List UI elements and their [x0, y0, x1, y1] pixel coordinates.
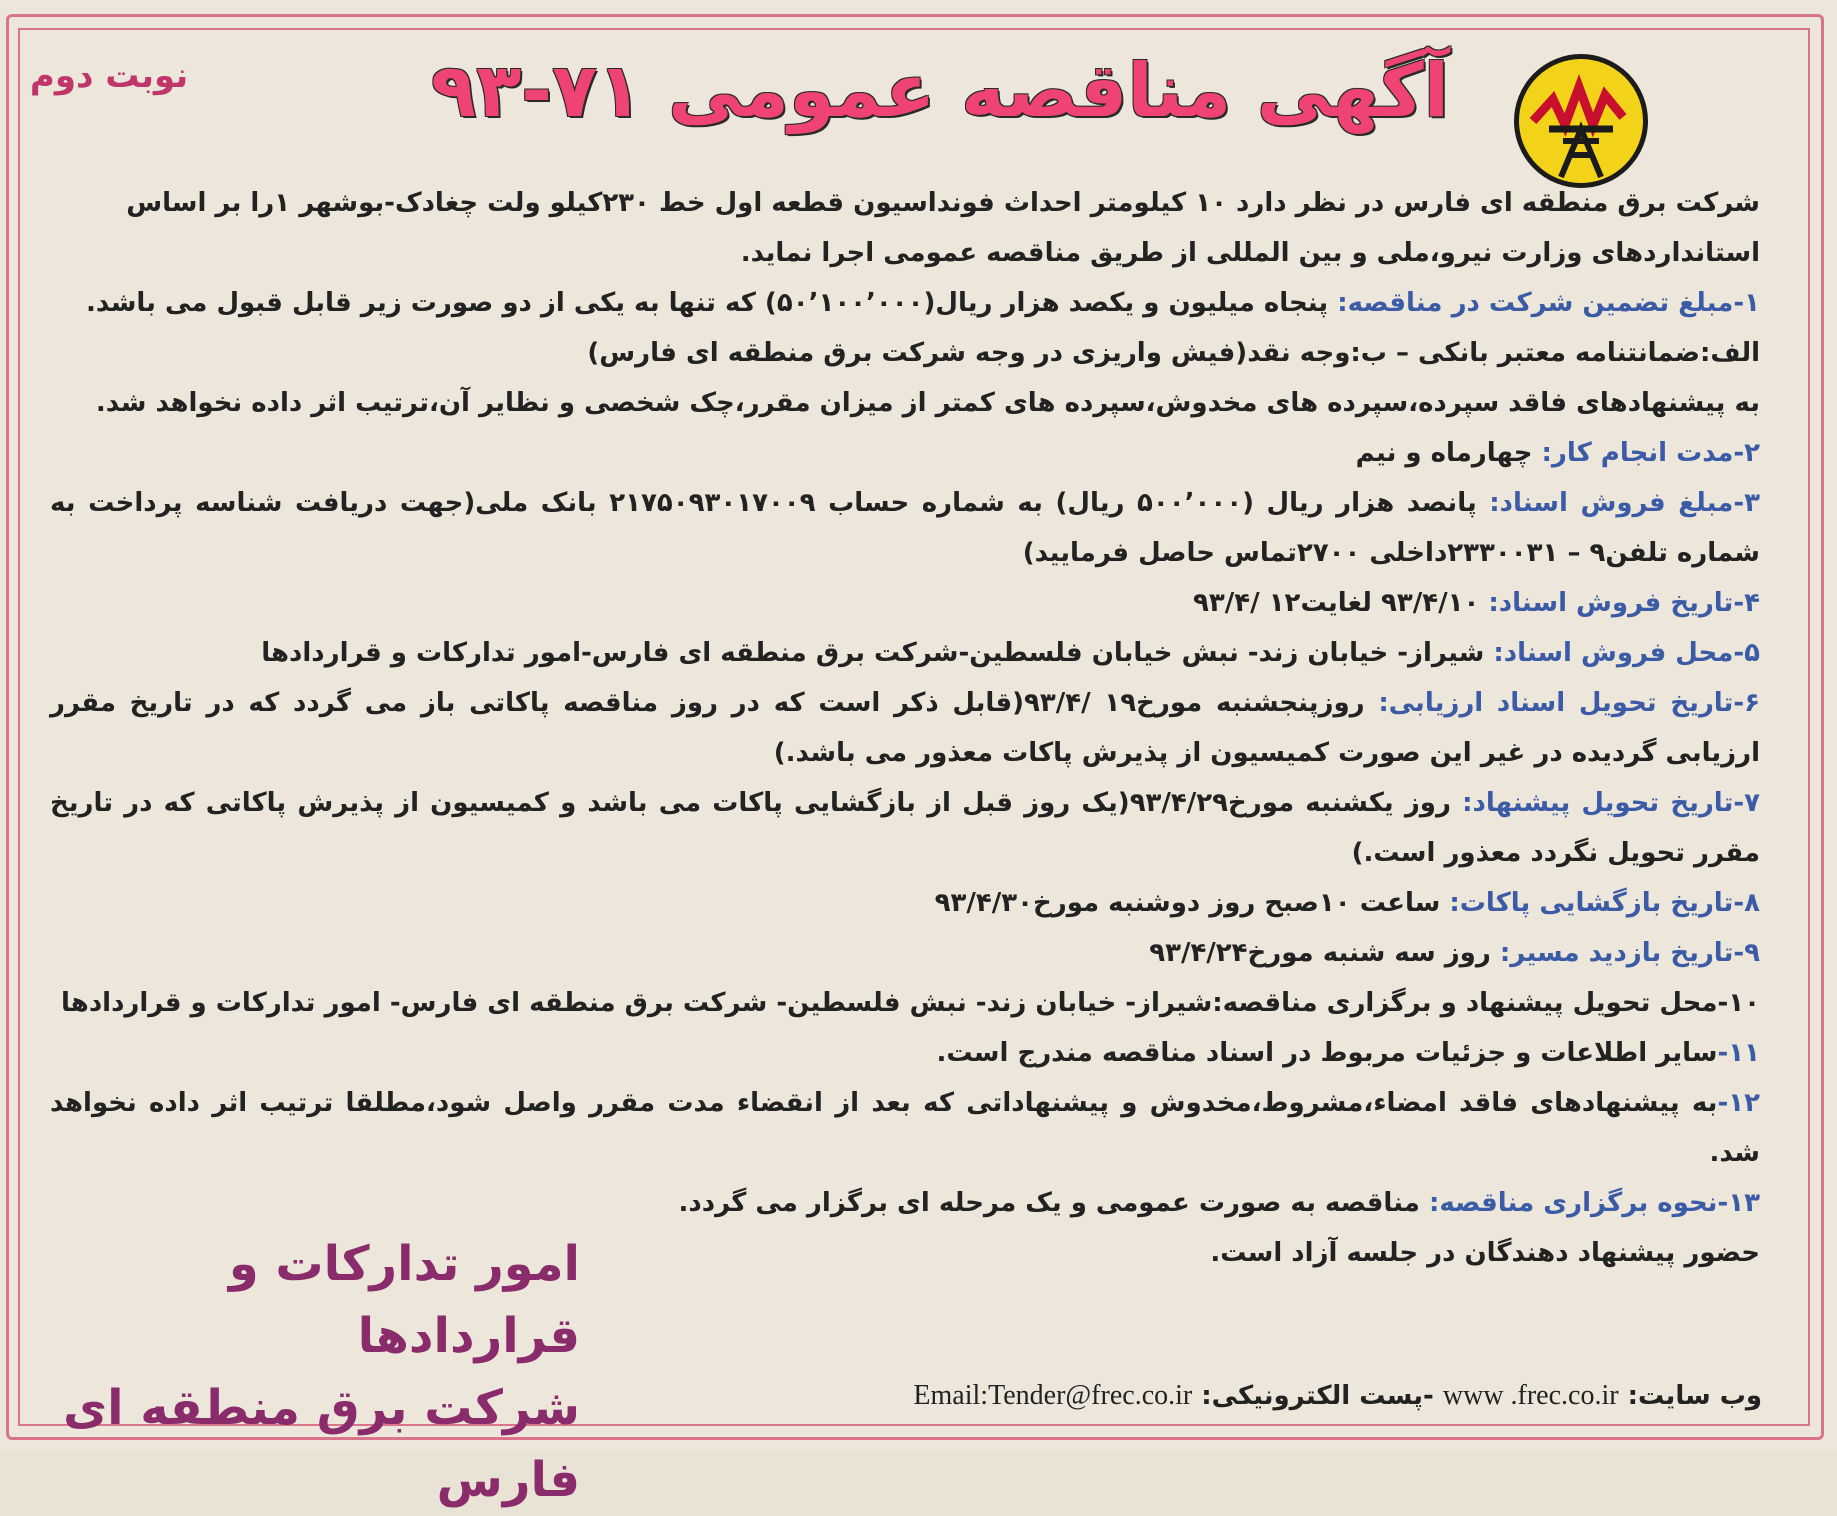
- intro-line-1: شرکت برق منطقه ای فارس در نظر دارد ۱۰ کیلومتر احداث فونداسیون قطعه اول خط ۲۳۰کیلو ولت چغادک-بوشهر ۱را بر اساس: [126, 188, 1760, 218]
- signature-department: امور تدارکات و قراردادها: [228, 1236, 580, 1364]
- item-text: ساعت ۱۰صبح روز دوشنبه مورخ۹۳/۴/۳۰: [934, 888, 1441, 918]
- item-11: [50, 1028, 1760, 1078]
- item-label: ۸-تاریخ بازگشایی پاکات:: [1449, 888, 1760, 918]
- item-label: ۱۰-محل تحویل پیشنهاد و برگزاری مناقصه:: [1212, 988, 1760, 1018]
- email-link[interactable]: Email:Tender@frec.co.ir: [913, 1380, 1193, 1411]
- item-label: ۷-تاریخ تحویل پیشنهاد:: [1462, 788, 1761, 818]
- round-label: نوبت دوم: [29, 56, 189, 96]
- item-label: ۲-مدت انجام کار:: [1541, 438, 1760, 468]
- signature-company: شرکت برق منطقه ای فارس: [63, 1380, 580, 1508]
- item-text: شیراز- خیابان زند- نبش فلسطین- شرکت برق منطقه ای فارس- امور تدارکات و قراردادها: [61, 988, 1213, 1018]
- signature-block: [40, 1228, 580, 1516]
- item-text: مناقصه به صورت عمومی و یک مرحله ای برگزار می گردد.: [678, 1188, 1420, 1218]
- item-5: [50, 628, 1760, 678]
- email-label: -پست الکترونیکی:: [1201, 1381, 1434, 1411]
- item-13: [50, 1178, 1760, 1228]
- item-text: الف:ضمانتنامه معتبر بانکی – ب:وجه نقد(فیش واریزی در وجه شرکت برق منطقه ای فارس): [587, 338, 1760, 368]
- item-3: [50, 478, 1760, 578]
- website-link[interactable]: www .frec.co.ir: [1442, 1380, 1619, 1411]
- tender-body: [50, 178, 1760, 1278]
- item-text: روزپنجشنبه مورخ۱۹ /۹۳/۴(قابل ذکر است که در روز مناقصه پاکاتی باز می گردد که در تاریخ مقرر ارزیابی گردیده در غیر این صورت کمیسیون از پذیرش پاکات معذور می باشد.): [50, 688, 1760, 768]
- item-7: [50, 778, 1760, 878]
- intro-line-2: استانداردهای وزارت نیرو،ملی و بین المللی از طریق مناقصه عمومی اجرا نماید.: [740, 238, 1760, 268]
- item-label: ۱۱-: [1717, 1038, 1760, 1068]
- item-label: ۱۳-نحوه برگزاری مناقصه:: [1428, 1188, 1760, 1218]
- item-text: روز سه شنبه مورخ۹۳/۴/۲۴: [1149, 938, 1491, 968]
- website-label: وب سایت:: [1627, 1381, 1762, 1411]
- item-label: ۱۲-: [1717, 1088, 1760, 1118]
- item-text: حضور پیشنهاد دهندگان در جلسه آزاد است.: [1210, 1238, 1760, 1268]
- item-text: روز یکشنبه مورخ۹۳/۴/۲۹(یک روز قبل از بازگشایی پاکات می باشد و کمیسیون از پذیرش پاکاتی که در تاریخ مقرر تحویل نگردد معذور است.): [50, 788, 1760, 868]
- item-text: سایر اطلاعات و جزئیات مربوط در اسناد مناقصه مندرج است.: [936, 1038, 1718, 1068]
- logo-graphic: [1519, 59, 1643, 183]
- item-label: ۵-محل فروش اسناد:: [1493, 638, 1760, 668]
- item-label: ۱-مبلغ تضمین شرکت در مناقصه:: [1337, 288, 1760, 318]
- item-text: شیراز- خیابان زند- نبش خیابان فلسطین-شرکت برق منطقه ای فارس-امور تدارکات و قراردادها: [261, 638, 1485, 668]
- item-text: چهارماه و نیم: [1355, 438, 1533, 468]
- item-1: [50, 278, 1760, 328]
- item-label: ۶-تاریخ تحویل اسناد ارزیابی:: [1378, 688, 1760, 718]
- item-9: [50, 928, 1760, 978]
- item-label: ۳-مبلغ فروش اسناد:: [1489, 488, 1760, 518]
- item-1-b: [50, 378, 1760, 428]
- item-6: [50, 678, 1760, 778]
- item-1-a: [50, 328, 1760, 378]
- item-2: [50, 428, 1760, 478]
- item-4: [50, 578, 1760, 628]
- page-title: آگهی مناقصه عمومی ۷۱-۹۳: [430, 48, 1450, 134]
- item-label: ۴-تاریخ فروش اسناد:: [1488, 588, 1760, 618]
- item-10: [50, 978, 1760, 1028]
- item-12: [50, 1078, 1760, 1178]
- item-text: پانصد هزار ریال (۵۰۰٬۰۰۰ ریال) به شماره حساب ۲۱۷۵۰۹۳۰۱۷۰۰۹ بانک ملی(جهت دریافت شناسه پرداخت به شماره تلفن۹ – ۲۳۳۰۰۳۱داخلی ۲۷۰۰تماس حاصل فرمایید): [50, 488, 1760, 568]
- contact-footer: [40, 1380, 1762, 1412]
- item-text: به پیشنهادهای فاقد سپرده،سپرده های مخدوش،سپرده های کمتر از میزان مقرر،چک شخصی و نظایر آن،ترتیب اثر داده نخواهد شد.: [95, 388, 1760, 418]
- item-8: [50, 878, 1760, 928]
- item-label: ۹-تاریخ بازدید مسیر:: [1499, 938, 1760, 968]
- item-text: ۹۳/۴/۱۰ لغایت۱۲ /۹۳/۴: [1193, 588, 1480, 618]
- item-text: به پیشنهادهای فاقد امضاء،مشروط،مخدوش و پیشنهاداتی که بعد از انقضاء مدت مقرر واصل شود،مطلقا ترتیب اثر داده نخواهد شد.: [50, 1088, 1760, 1168]
- power-utility-logo-icon: [1514, 54, 1648, 188]
- item-text: پنجاه میلیون و یکصد هزار ریال(۵۰٬۱۰۰٬۰۰۰) که تنها به یکی از دو صورت زیر قابل قبول می باشد.: [85, 288, 1329, 318]
